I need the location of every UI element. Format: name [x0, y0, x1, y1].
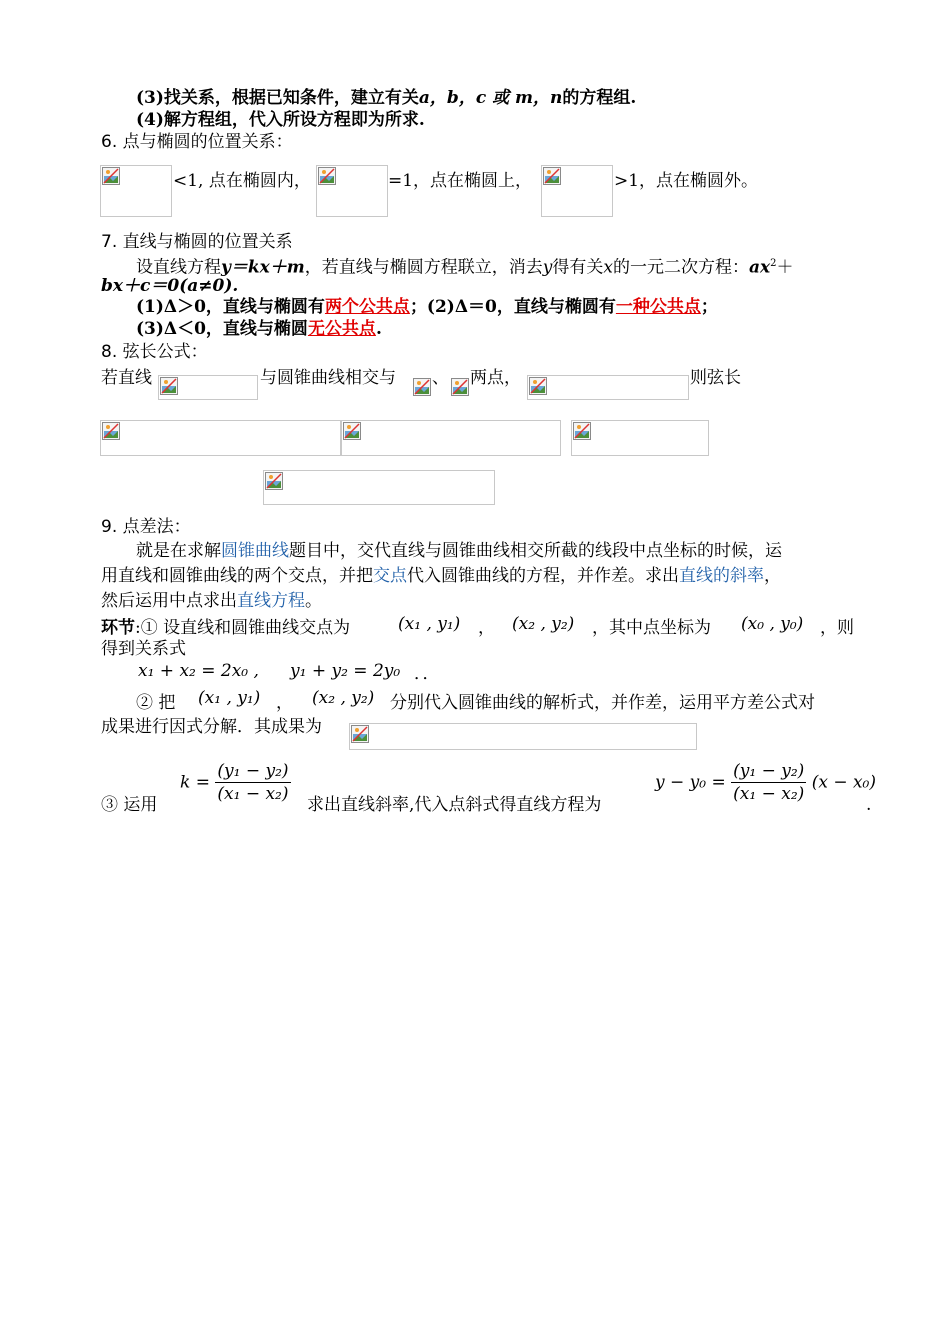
broken-image-icon: [265, 472, 283, 490]
chord-text-c: 、: [432, 368, 449, 388]
section-7-line-4: (3)Δ＜0，直线与椭圆无公共点.: [136, 319, 382, 339]
math-relation-x: x₁ + x₂ = 2x₀ ,: [138, 661, 259, 681]
math-point-1b: (x₁ , y₁): [198, 688, 261, 708]
step-2-text-c: 成果进行因式分解．其成果为: [101, 717, 322, 737]
point-inside-text: <1, 点在椭圆内，: [173, 171, 311, 191]
section-9-line-1: 就是在求解圆锥曲线题目中，交代直线与圆锥曲线相交所截的线段中点坐标的时候，运: [136, 541, 782, 561]
link-conic-curve: 圆锥曲线: [221, 541, 289, 561]
broken-image-icon: [543, 167, 561, 185]
step-2-text-b: 分别代入圆锥曲线的解析式，并作差，运用平方差公式对: [390, 693, 815, 713]
math-point-0: (x₀ , y₀): [741, 614, 804, 634]
chord-condition-image: [527, 375, 689, 400]
broken-image-icon: [451, 378, 469, 396]
section-8-heading: 8. 弦长公式：: [101, 342, 208, 362]
step-3-line: (3)找关系，根据已知条件，建立有关a，b，c 或 m，n的方程组.: [136, 88, 637, 108]
section-9-line-2: 用直线和圆锥曲线的两个交点，并把交点代入圆锥曲线的方程，并作差。求出直线的斜率，: [101, 566, 781, 586]
chord-formula-image-4: [263, 470, 495, 505]
section-9-heading: 9. 点差法：: [101, 517, 191, 537]
chord-text-b: 与圆锥曲线相交与: [260, 368, 396, 388]
section-7-line-3: (1)Δ＞0，直线与椭圆有两个公共点；(2)Δ＝0，直线与椭圆有一种公共点；: [136, 297, 718, 317]
math-point-2: (x₂ , y₂): [512, 614, 575, 634]
comma-2: ，: [276, 693, 293, 713]
chord-text-a: 若直线: [101, 368, 152, 388]
link-intersection: 交点: [373, 566, 407, 586]
point-on-text: =1，点在椭圆上，: [388, 171, 533, 191]
link-slope: 直线的斜率: [679, 566, 764, 586]
section-9-line-3: 然后运用中点求出直线方程。: [101, 591, 322, 611]
line-equation-image: [158, 375, 258, 400]
broken-image-icon: [573, 422, 591, 440]
broken-image-icon: [318, 167, 336, 185]
relation-end: ．．: [414, 664, 440, 684]
ellipse-formula-image-1: [100, 165, 172, 217]
step-3-text-a: ③ 运用: [101, 795, 158, 815]
point-outside-text: >1，点在椭圆外。: [614, 171, 759, 191]
broken-image-icon: [413, 378, 431, 396]
math-point-2b: (x₂ , y₂): [312, 688, 375, 708]
broken-image-icon: [529, 377, 547, 395]
math-point-1: (x₁ , y₁): [398, 614, 461, 634]
broken-image-icon: [102, 422, 120, 440]
comma-1: ，: [478, 618, 495, 638]
step-1-text-b: ，其中点坐标为: [592, 618, 711, 638]
slope-fraction: $\frac{\text{(y₁ − y₂)}}{\text{(x₁ − x₂)}}$: [217, 761, 289, 804]
chord-formula-image-1: [100, 420, 341, 456]
broken-image-icon: [351, 725, 369, 743]
section-7-line-2: bx＋c＝0(a≠0).: [101, 276, 239, 296]
math-slope-formula: k = $\frac{\text{(y₁ − y₂)}}{\text{(x₁ − x₂)}}$: [180, 761, 289, 804]
section-7-line-1: 设直线方程y＝kx＋m，若直线与椭圆方程联立，消去y得有关x的一元二次方程：$ax^2+$: [136, 257, 794, 278]
link-line-equation: 直线方程: [237, 591, 305, 611]
point-b-image: [450, 377, 470, 399]
step-1-text-d: 得到关系式: [101, 639, 186, 659]
line-eq-fraction: $\frac{\text{(y₁ − y₂)}}{\text{(x₁ − x₂)}}$: [733, 761, 805, 804]
step-1-text: 环节:① 设直线和圆锥曲线交点为: [101, 618, 351, 638]
factorization-result-image: [349, 723, 697, 750]
chord-text-e: 则弦长: [690, 368, 741, 388]
broken-image-icon: [343, 422, 361, 440]
section-6-heading: 6. 点与椭圆的位置关系：: [101, 132, 293, 152]
step-3-text-b: 求出直线斜率,代入点斜式得直线方程为: [307, 795, 602, 815]
broken-image-icon: [102, 167, 120, 185]
ellipse-formula-image-3: [541, 165, 613, 217]
point-a-image: [412, 377, 432, 399]
math-relation-y: y₁ + y₂ = 2y₀: [290, 661, 401, 681]
math-line-equation: y − y₀ = $\frac{\text{(y₁ − y₂)}}{\text{(x₁ − x₂)}}$ (x − x₀): [655, 761, 877, 804]
step-3-end: .: [866, 795, 872, 815]
step-2-text-a: ② 把: [136, 693, 176, 713]
step-4-line: (4)解方程组，代入所设方程即为所求.: [136, 110, 425, 130]
ellipse-formula-image-2: [316, 165, 388, 217]
chord-text-d: 两点，: [470, 368, 521, 388]
step-1-text-c: ，则: [820, 618, 854, 638]
chord-formula-image-2: [341, 420, 561, 456]
section-7-heading: 7. 直线与椭圆的位置关系: [101, 232, 293, 252]
chord-formula-image-3: [571, 420, 709, 456]
broken-image-icon: [160, 377, 178, 395]
